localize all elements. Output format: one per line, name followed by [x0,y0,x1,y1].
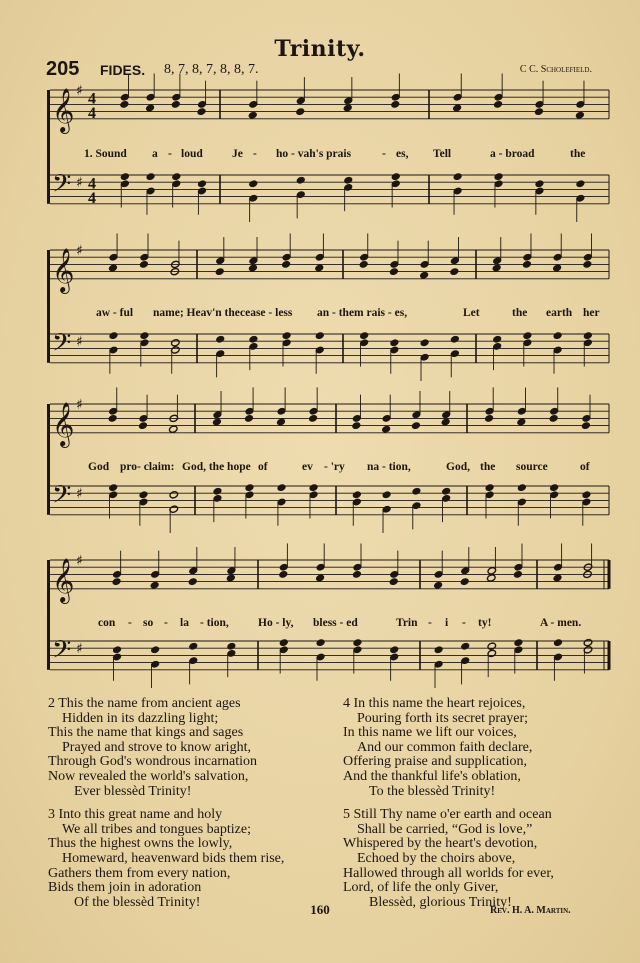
lyric-syllable: God, [446,461,470,473]
verses-left-column [48,697,284,919]
lyric-syllable: - [164,617,168,629]
lyric-syllable: 1. Sound [84,148,127,160]
lyric-syllable: pro- claim: [120,461,175,473]
lyric-syllable: con [98,617,116,629]
lyric-syllable: God, the hope [182,461,251,473]
lyric-syllable: - [168,148,172,160]
lyric-syllable: - [253,148,257,160]
verse-line: Now revealed the world's salvation, [48,768,249,784]
lyric-syllable: an - them rais - es, [317,307,408,319]
page-number: 160 [310,902,330,917]
verse-line: Thus the highest owns the lowly, [48,836,233,852]
lyric-syllable: i [445,617,449,629]
bass-clef-icon: 𝄢 [52,169,72,205]
sharp-icon: ♯ [76,175,83,192]
verse-line: Hallowed through all worlds for ever, [343,865,554,881]
verse-line: In this name we lift our voices, [343,725,517,741]
lyric-syllable: aw - ful [96,307,134,319]
lyric-syllable: the [512,307,528,319]
lyric-syllable: - [382,148,386,160]
lyric-syllable: earth [546,307,573,319]
lyric-syllable: so [143,617,154,629]
verse-line: 3 Into this great name and holy [48,807,223,823]
verse-line: And the thankful life's oblation, [343,768,521,784]
verse-line: Of the blessèd Trinity! [74,894,201,910]
sharp-icon: ♯ [76,553,83,569]
hymn-number: 205 [46,58,80,80]
verse-line: Gathers them from every nation, [48,865,231,881]
bass-clef-icon: 𝄢 [52,635,72,671]
lyric-syllable: la [180,617,189,629]
verse-line: 2 This the name from ancient ages [48,696,241,711]
lyric-syllable: ho - vah's prais [276,148,352,160]
lyric-syllable: loud [181,148,203,160]
hymn-title: Trinity. [274,36,366,62]
bass-clef-icon: 𝄢 [52,480,72,516]
sharp-icon: ♯ [76,641,83,658]
verse-line: Blessèd, glorious Trinity! [369,894,512,910]
sharp-icon: ♯ [76,83,83,99]
lyric-syllable: the [480,461,496,473]
time-signature: 4 [88,90,96,108]
verse-2 [48,697,284,799]
verse-3 [48,808,284,910]
verse-line: Lord, of life the only Giver, [343,880,499,896]
verse-5 [343,808,554,910]
verse-line: We all tribes and tongues baptize; [62,821,251,837]
verse-line: Pouring forth its secret prayer; [357,710,529,726]
lyric-syllable: - [462,617,466,629]
verse-line: 5 Still Thy name o'er earth and ocean [343,807,552,823]
treble-clef-icon: 𝄞 [52,247,75,292]
lyric-syllable: God [88,461,110,473]
treble-clef-icon: 𝄞 [52,557,75,602]
lyric-syllable: her [583,307,600,319]
lyric-syllable: a - broad [490,148,535,160]
music-system-4 [47,543,609,688]
verses-right-column [343,697,554,919]
sharp-icon: ♯ [76,334,83,351]
sharp-icon: ♯ [76,397,83,413]
lyric-syllable: ev [302,461,313,473]
lyric-syllable: Let [463,307,480,319]
verse-4 [343,697,554,799]
time-signature: 4 [88,104,96,122]
verse-line: Through God's wondrous incarnation [48,754,257,770]
verse-line: Hidden in its dazzling light; [62,710,219,726]
lyric-syllable: Ho - ly, [258,617,294,629]
lyric-syllable: - [428,617,432,629]
sharp-icon: ♯ [76,486,83,503]
treble-clef-icon: 𝄞 [52,87,75,132]
lyric-syllable: of [580,461,590,473]
lyric-syllable: Tell [433,148,452,160]
verse-line: This the name that kings and sages [48,725,244,741]
lyric-syllable: - tion, [200,617,229,629]
meter: 8, 7, 8, 7, 8, 8, 7. [164,62,259,77]
verse-line: To the blessèd Trinity! [369,783,496,799]
lyric-syllable: source [516,461,548,473]
tune-name: FIDES. [100,62,146,78]
time-signature: 4 [88,175,96,193]
verse-line: Bids them join in adoration [48,880,202,896]
composer: C C. Scholefield. [519,64,592,75]
verse-line: Offering praise and supplication, [343,754,528,770]
treble-clef-icon: 𝄞 [52,401,75,446]
bass-clef-icon: 𝄢 [52,328,72,364]
lyric-syllable: of [258,461,268,473]
lyric-syllable: the [570,148,586,160]
lyric-syllable: ty! [478,617,492,629]
lyric-syllable: es, [396,148,409,160]
verse-line: Prayed and strove to know aright, [62,739,251,755]
lyric-syllable: na - tion, [367,461,411,473]
lyric-syllable: a [152,148,158,160]
lyric-syllable: - [128,617,132,629]
lyric-syllable: A - men. [540,617,582,629]
lyric-syllable: Trin [396,617,418,629]
lyric-syllable: cease - less [240,307,293,319]
lyric-syllable: - 'ry [324,461,345,473]
text-author: Rev. H. A. Martin. [490,905,571,916]
verse-line: Shall be carried, “God is love,” [357,821,533,837]
time-signature: 4 [88,189,96,207]
lyric-syllable: Je [232,148,243,160]
verse-line: 4 In this name the heart rejoices, [343,696,526,711]
verse-line: And our common faith declare, [357,739,533,755]
verse-line: Ever blessèd Trinity! [74,783,192,799]
lyric-syllable: name; Heav'n the [153,307,240,319]
sharp-icon: ♯ [76,243,83,259]
verse-line: Homeward, heavenward bids them rise, [62,850,285,866]
verse-line: Whispered by the heart's devotion, [343,836,538,852]
verse-line: Echoed by the choirs above, [357,850,516,866]
lyric-syllable: bless - ed [313,617,358,629]
